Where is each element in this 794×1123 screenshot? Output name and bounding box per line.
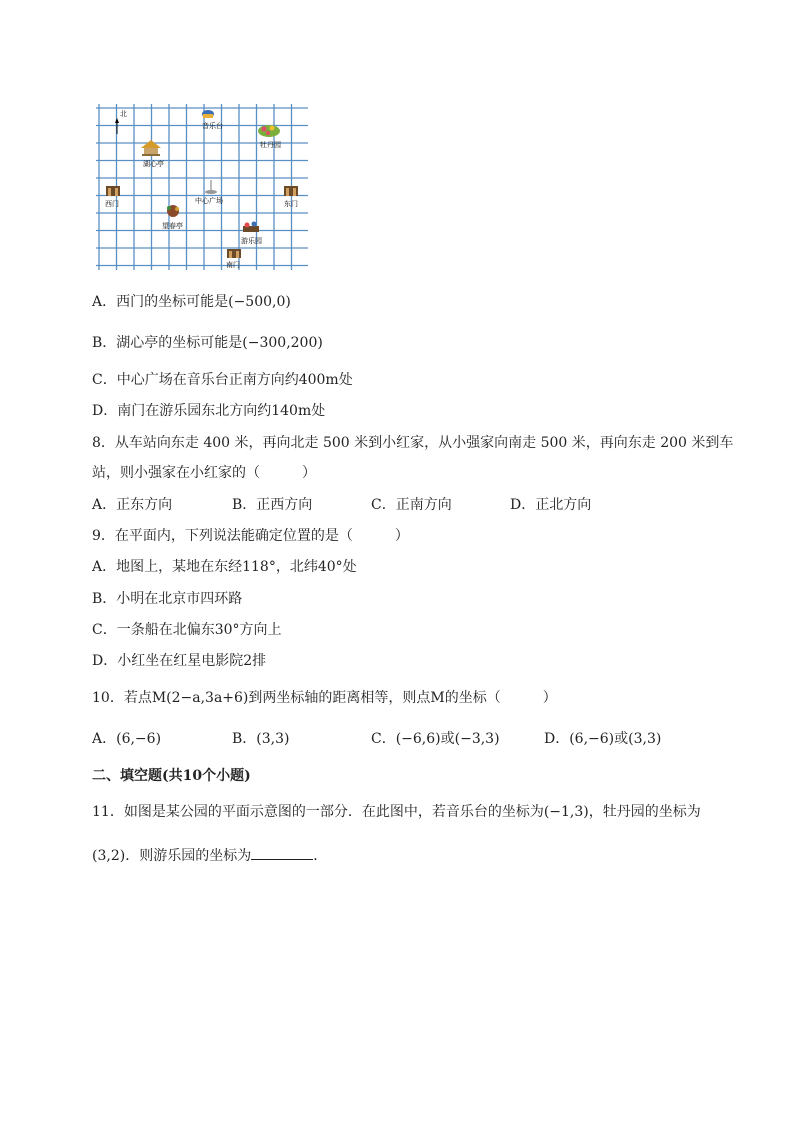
- peony-garden-label: 牡丹园: [260, 141, 281, 149]
- q7-option-a: A．西门的坐标可能是(−500,0): [92, 294, 291, 310]
- q11-stem-line2: [92, 845, 327, 866]
- north-label: 北: [120, 110, 127, 118]
- q9-option-b: B．小明在北京市四环路: [92, 591, 243, 607]
- q9-stem: 9．在平面内，下列说法能确定位置的是（ ）: [92, 528, 409, 544]
- q10-option-b: B．(3,3): [232, 731, 290, 747]
- q8-option-d: D．正北方向: [510, 497, 592, 513]
- q8-option-c: C．正南方向: [371, 497, 452, 513]
- park-grid-map: [96, 104, 308, 270]
- q10-stem: 10．若点M(2−a,3a+6)到两坐标轴的距离相等，则点M的坐标（ ）: [92, 690, 557, 706]
- q10-option-d: D．(6,−6)或(3,3): [544, 731, 662, 747]
- q8-stem-line2: 站，则小强家在小红家的（ ）: [92, 465, 316, 481]
- music-stage-icon: [202, 110, 214, 118]
- q11-stem-line2-end: ．: [313, 848, 328, 864]
- q8-stem-line1: 8．从车站向东走 400 米，再向北走 500 米到小红家，从小强家向南走 500 米，再向东走 200 米到车: [92, 435, 734, 451]
- q10-option-a: A．(6,−6): [92, 731, 162, 747]
- peony-garden-icon: [258, 125, 280, 137]
- q11-stem-line1: 11．如图是某公园的平面示意图的一部分．在此图中，若音乐台的坐标为(−1,3)，牡丹园的坐标为: [92, 804, 701, 820]
- east-gate-icon: [284, 186, 298, 196]
- q7-option-d: D．南门在游乐园东北方向约140m处: [92, 403, 326, 419]
- west-gate-icon: [106, 186, 120, 196]
- q11-stem-line2-text: (3,2)．则游乐园的坐标为: [92, 848, 252, 864]
- wangchun-pavilion-icon: [167, 205, 179, 217]
- q8-option-b: B．正西方向: [232, 497, 313, 513]
- q9-option-c: C．一条船在北偏东30°方向上: [92, 622, 282, 638]
- lake-pavilion-label: 湖心亭: [143, 160, 164, 168]
- wangchun-pavilion-label: 望春亭: [162, 222, 183, 230]
- central-square-label: 中心广场: [195, 197, 223, 205]
- q8-option-a: A．正东方向: [92, 497, 173, 513]
- central-square-icon: [205, 180, 217, 194]
- q10-option-c: C．(−6,6)或(−3,3): [371, 731, 500, 747]
- south-gate-icon: [227, 249, 241, 258]
- music-stage-label: 音乐台: [202, 122, 223, 130]
- q7-option-c: C．中心广场在音乐台正南方向约400m处: [92, 372, 353, 388]
- section-heading-fill-in: 二、填空题(共10个小题): [92, 768, 251, 784]
- q9-option-a: A．地图上，某地在东经118°，北纬40°处: [92, 559, 357, 575]
- east-gate-label: 东门: [284, 200, 298, 208]
- q7-option-b: B．湖心亭的坐标可能是(−300,200): [92, 335, 323, 351]
- south-gate-label: 南门: [226, 261, 240, 269]
- amusement-park-label: 游乐园: [241, 237, 262, 245]
- q11-answer-blank[interactable]: [251, 845, 313, 860]
- q9-option-d: D．小红坐在红星电影院2排: [92, 653, 267, 669]
- west-gate-label: 西门: [105, 200, 119, 208]
